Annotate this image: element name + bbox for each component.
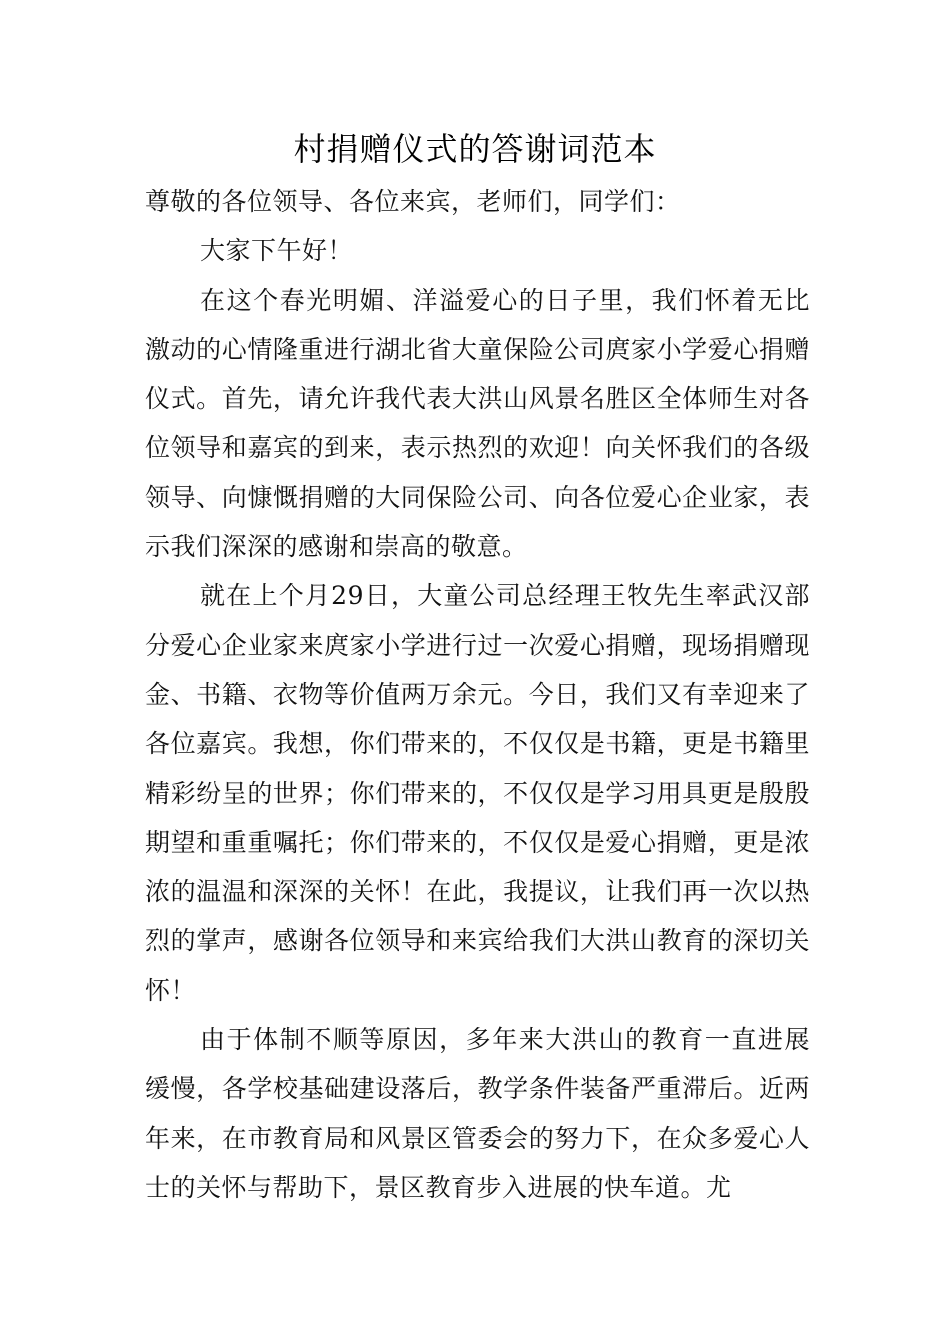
document-title: 村捐赠仪式的答谢词范本 bbox=[293, 130, 657, 168]
body-paragraph-3: 由于体制不顺等原因，多年来大洪山的教育一直进展缓慢，各学校基础建设落后，教学条件装备严重滞后。近两年来，在市教育局和风景区管委会的努力下，在众多爱心人士的关怀与帮助下，景区教育步入进展的快车道。尤 bbox=[145, 1025, 810, 1202]
salutation-paragraph: 尊敬的各位领导、各位来宾，老师们，同学们： bbox=[145, 187, 681, 216]
body-paragraph-2: 就在上个月29日，大童公司总经理王牧先生率武汉部分爱心企业家来庹家小学进行过一次爱心捐赠，现场捐赠现金、书籍、衣物等价值两万余元。今日，我们又有幸迎来了各位嘉宾。我想，你们带来的，不仅仅是书籍，更是书籍里精彩纷呈的世界；你们带来的，不仅仅是学习用具更是殷殷期望和重重嘱托；你们带来的，不仅仅是爱心捐赠，更是浓浓的温温和深深的关怀！在此，我提议，让我们再一次以热烈的掌声，感谢各位领导和来宾给我们大洪山教育的深切关怀！ bbox=[145, 581, 810, 1005]
document-body bbox=[145, 177, 810, 1212]
body-paragraph-1: 在这个春光明媚、洋溢爱心的日子里，我们怀着无比激动的心情隆重进行湖北省大童保险公司庹家小学爱心捐赠仪式。首先，请允许我代表大洪山风景名胜区全体师生对各位领导和嘉宾的到来，表示热烈的欢迎！向关怀我们的各级领导、向慷慨捐赠的大同保险公司、向各位爱心企业家，表示我们深深的感谢和崇高的敬意。 bbox=[145, 285, 810, 562]
greeting-paragraph: 大家下午好！ bbox=[200, 236, 354, 266]
